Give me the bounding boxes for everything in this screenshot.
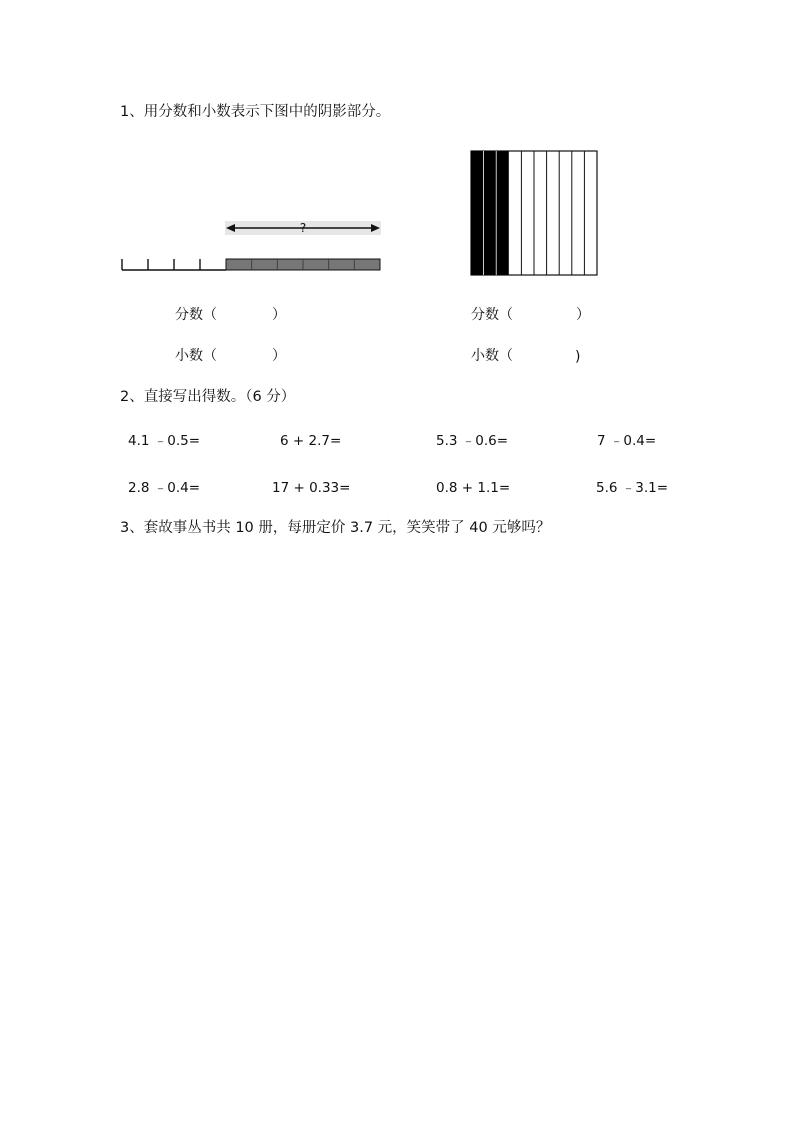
left-decimal-label: 小数（ <box>175 348 217 364</box>
calc-item: 17 + 0.33= <box>272 480 351 496</box>
calc-item: 6 + 2.7= <box>280 433 342 449</box>
shaded-strips <box>471 151 509 275</box>
calc-item: 5.6 ﹣3.1= <box>596 480 669 496</box>
q2-title: 2、直接写出得数。（6 分） <box>120 389 296 405</box>
right-fraction-close: ） <box>576 307 590 323</box>
right-decimal-close: ) <box>575 349 581 365</box>
left-fraction-label: 分数（ <box>175 307 217 323</box>
q1-title: 1、用分数和小数表示下图中的阴影部分。 <box>120 104 391 120</box>
arrow-label: ? <box>299 221 307 235</box>
q1-strip-figure <box>470 150 600 278</box>
calc-item: 0.8 + 1.1= <box>436 480 511 496</box>
calc-item: 2.8 ﹣0.4= <box>128 480 201 496</box>
calc-item: 7 ﹣0.4= <box>597 433 657 449</box>
q1-number-line-figure <box>118 218 388 278</box>
right-decimal-label: 小数（ <box>471 348 513 364</box>
right-fraction-label: 分数（ <box>471 307 513 323</box>
q3-title: 3、套故事丛书共 10 册，每册定价 3.7 元，笑笑带了 40 元够吗？ <box>120 520 551 536</box>
calc-item: 5.3 ﹣0.6= <box>436 433 509 449</box>
left-fraction-close: ） <box>272 307 286 323</box>
calc-item: 4.1 ﹣0.5= <box>128 433 201 449</box>
left-decimal-close: ） <box>272 348 286 364</box>
